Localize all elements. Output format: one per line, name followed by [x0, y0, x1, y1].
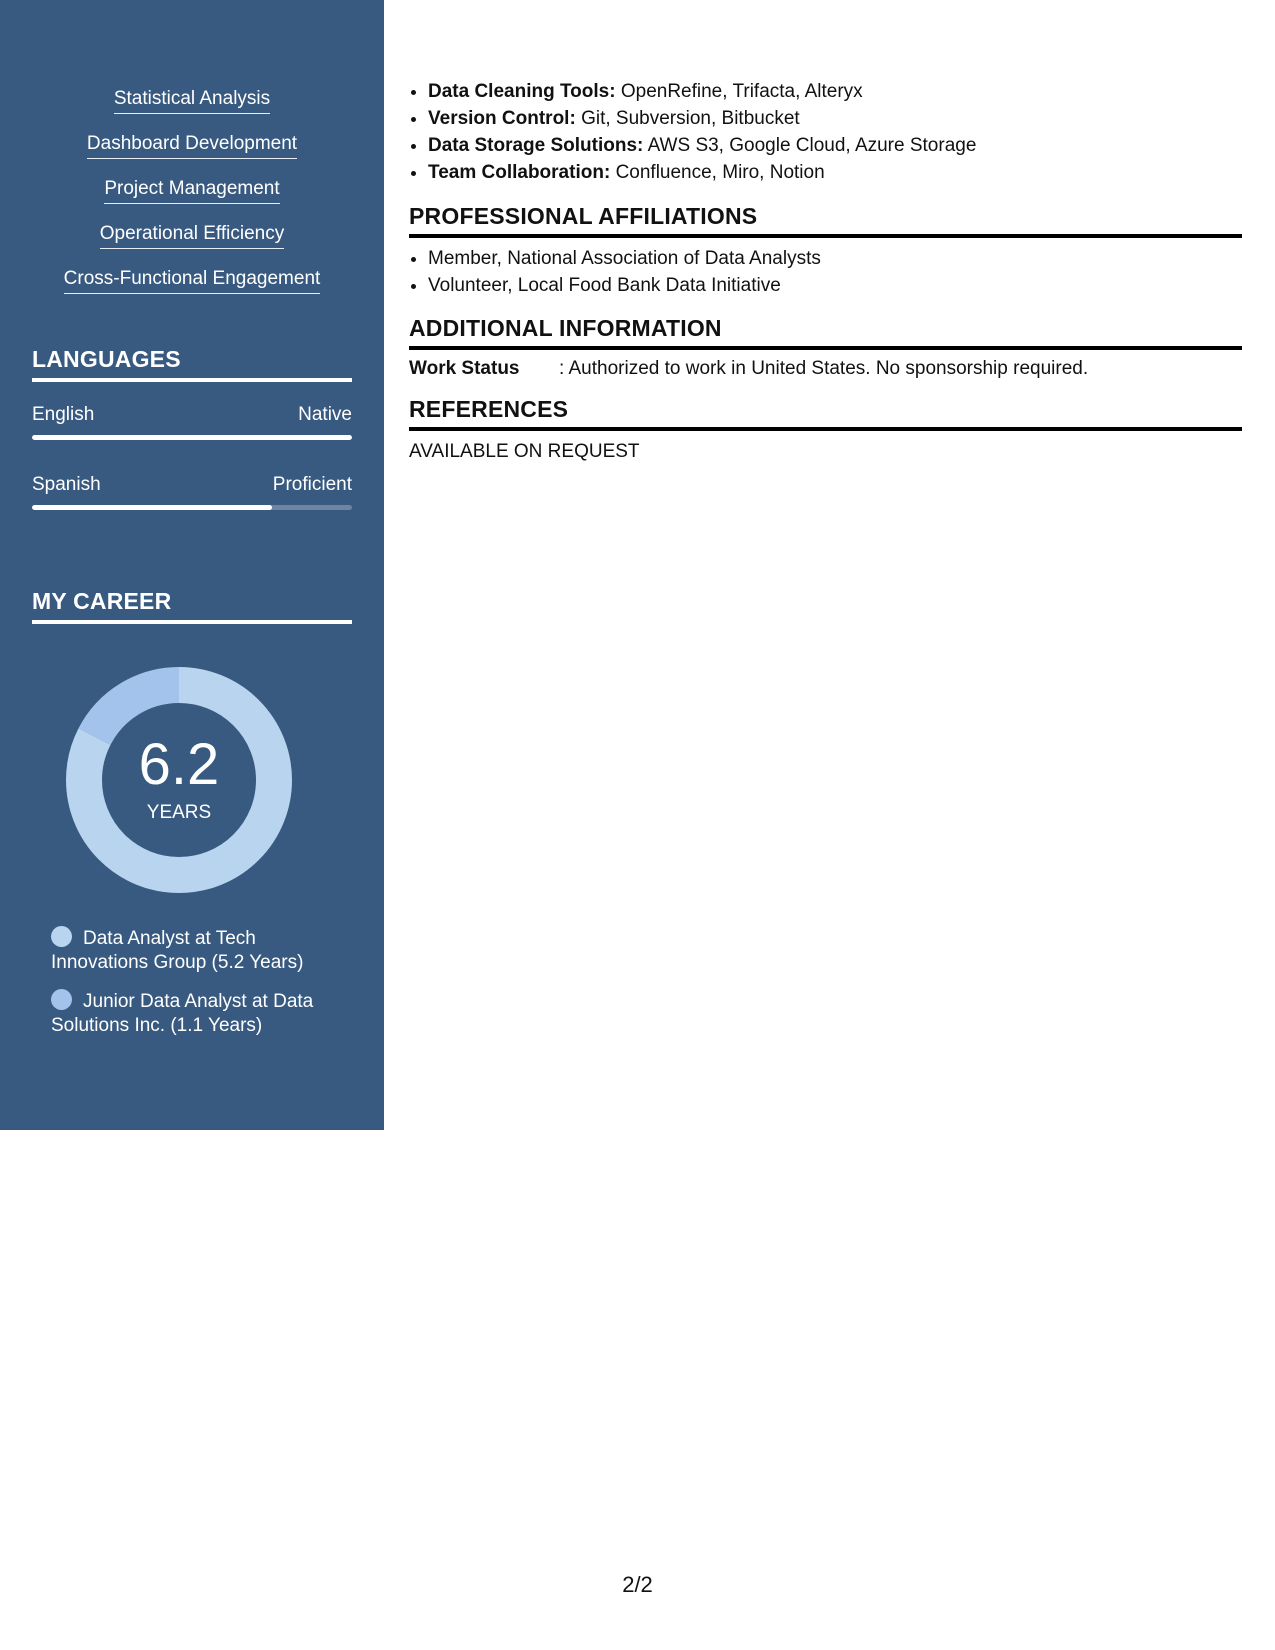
legend-dot-icon: [51, 926, 72, 947]
skill-item: [0, 266, 384, 311]
work-status-label: Work Status: [409, 358, 520, 379]
tools-list: [409, 78, 1242, 186]
sidebar: [0, 0, 384, 1130]
affiliation-item: • Member, National Association of Data Analysts: [428, 245, 1242, 272]
tool-item: [428, 78, 1242, 105]
language-bar-spanish: [32, 505, 352, 510]
career-donut-chart: [66, 667, 292, 893]
career-legend: [51, 926, 341, 1052]
tool-label: Version Control:: [428, 108, 576, 129]
skill-link[interactable]: Dashboard Development: [87, 131, 297, 159]
tool-item: [428, 132, 1242, 159]
work-status-row: [409, 356, 1242, 382]
career-legend-item: [51, 989, 341, 1038]
skill-link[interactable]: Operational Efficiency: [100, 221, 284, 249]
skill-item: [0, 131, 384, 176]
skill-item: [0, 221, 384, 266]
tool-value: Confluence, Miro, Notion: [615, 162, 825, 183]
legend-dot-icon: [51, 989, 72, 1010]
page-number: 2/2: [622, 1572, 653, 1597]
tool-value: Git, Subversion, Bitbucket: [581, 108, 800, 129]
tool-item: [428, 159, 1242, 186]
tool-value: AWS S3, Google Cloud, Azure Storage: [647, 135, 977, 156]
additional-info-heading: ADDITIONAL INFORMATION: [409, 315, 1242, 350]
language-level: Proficient: [272, 474, 352, 495]
skill-item: [0, 176, 384, 221]
tool-label: Data Cleaning Tools:: [428, 81, 616, 102]
skills-list: [0, 86, 384, 311]
affiliations-heading: PROFESSIONAL AFFILIATIONS: [409, 203, 1242, 238]
languages-heading: LANGUAGES: [32, 346, 352, 382]
language-name: English: [32, 404, 95, 425]
language-bar-fill: [32, 505, 272, 510]
skill-link[interactable]: Statistical Analysis: [114, 86, 270, 114]
main-content: [409, 78, 1242, 465]
work-status-value: : Authorized to work in United States. No sponsorship required.: [559, 358, 1089, 379]
language-name: Spanish: [32, 474, 101, 495]
language-bar-fill: [32, 435, 352, 440]
tool-label: Data Storage Solutions:: [428, 135, 644, 156]
language-bar-english: [32, 435, 352, 440]
tool-label: Team Collaboration:: [428, 162, 611, 183]
affiliation-item: • Volunteer, Local Food Bank Data Initiative: [428, 272, 1242, 299]
career-legend-label: Junior Data Analyst at Data Solutions Inc. (1.1 Years): [51, 991, 314, 1036]
career-years-label: YEARS: [146, 802, 212, 823]
tool-item: [428, 105, 1242, 132]
skill-link[interactable]: Cross-Functional Engagement: [64, 266, 321, 294]
career-heading: MY CAREER: [32, 588, 352, 624]
affiliations-list: [409, 245, 1242, 299]
language-row-english: [32, 404, 352, 426]
skill-link[interactable]: Project Management: [104, 176, 279, 204]
references-heading: REFERENCES: [409, 396, 1242, 431]
tool-value: OpenRefine, Trifacta, Alteryx: [620, 81, 863, 102]
career-legend-item: [51, 926, 341, 975]
career-legend-label: Data Analyst at Tech Innovations Group (5.2 Years): [51, 928, 304, 973]
language-row-spanish: [32, 474, 352, 496]
skill-item: [0, 86, 384, 131]
language-level: Native: [298, 404, 352, 425]
career-total-years: 6.2: [138, 732, 220, 797]
references-text: AVAILABLE ON REQUEST: [409, 441, 640, 462]
